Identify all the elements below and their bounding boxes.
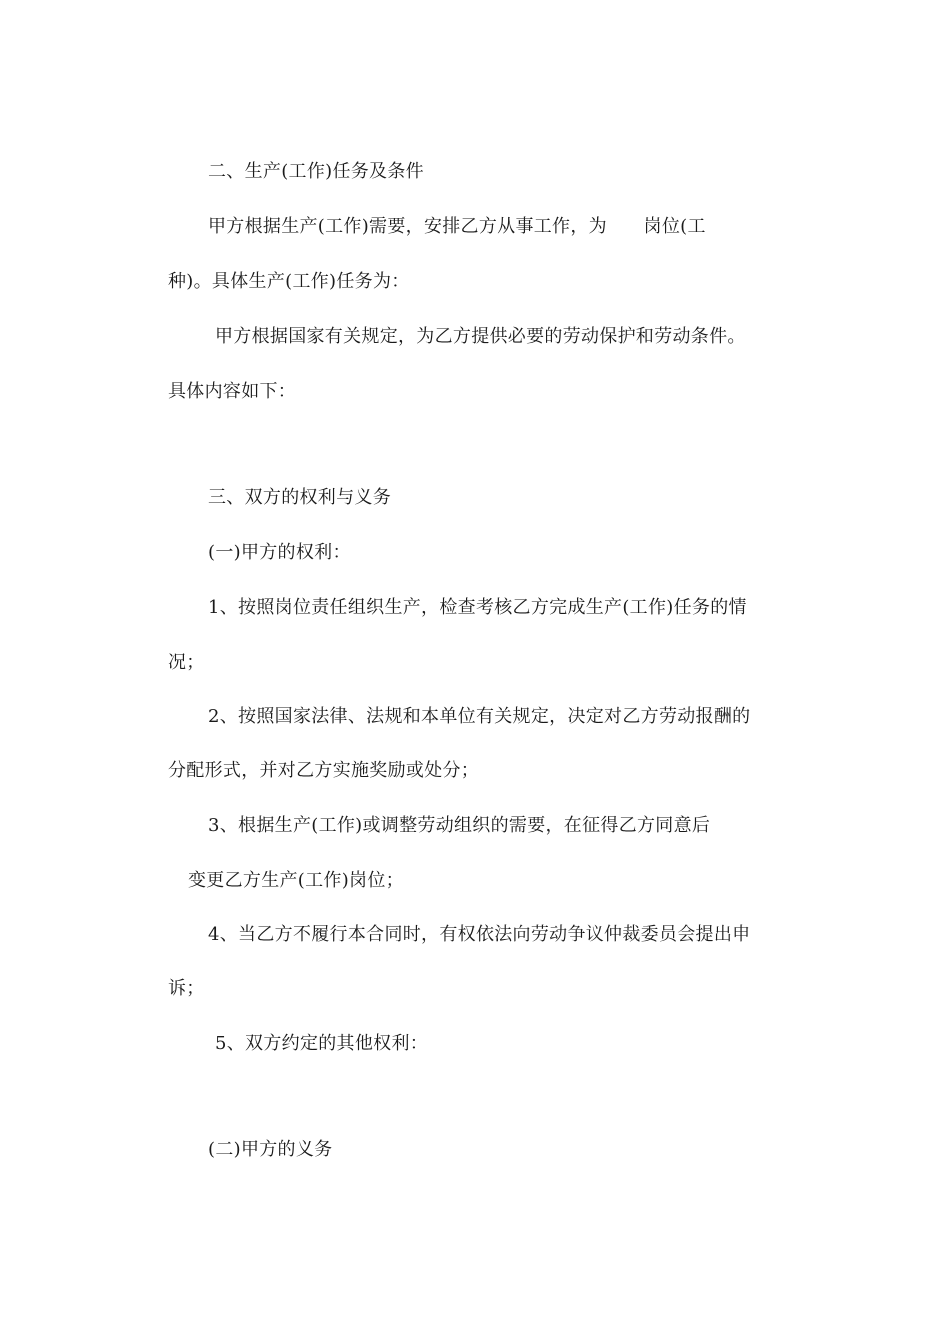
paragraph-line: 甲方根据国家有关规定，为乙方提供必要的劳动保护和劳动条件。 [215, 326, 746, 347]
section-3-heading: 三、双方的权利与义务 [208, 487, 391, 508]
paragraph-line: 种)。具体生产(工作)任务为： [168, 271, 410, 292]
list-item: 5、双方约定的其他权利： [215, 1033, 429, 1054]
subsection-heading: (二)甲方的义务 [208, 1139, 333, 1160]
list-item-continuation: 变更乙方生产(工作)岗位； [188, 870, 404, 891]
paragraph-line: 具体内容如下： [168, 381, 297, 402]
list-item-continuation: 诉； [168, 978, 205, 999]
list-item-continuation: 分配形式，并对乙方实施奖励或处分； [168, 760, 480, 781]
list-item: 1、按照岗位责任组织生产，检查考核乙方完成生产(工作)任务的情 [208, 597, 747, 618]
list-item: 3、根据生产(工作)或调整劳动组织的需要，在征得乙方同意后 [208, 815, 711, 836]
list-item: 2、按照国家法律、法规和本单位有关规定，决定对乙方劳动报酬的 [208, 706, 751, 727]
paragraph-line: 甲方根据生产(工作)需要，安排乙方从事工作，为 岗位(工 [208, 216, 706, 237]
section-2-heading: 二、生产(工作)任务及条件 [208, 161, 424, 182]
list-item-continuation: 况； [168, 652, 205, 673]
subsection-heading: (一)甲方的权利： [208, 542, 351, 563]
list-item: 4、当乙方不履行本合同时，有权依法向劳动争议仲裁委员会提出申 [208, 924, 751, 945]
